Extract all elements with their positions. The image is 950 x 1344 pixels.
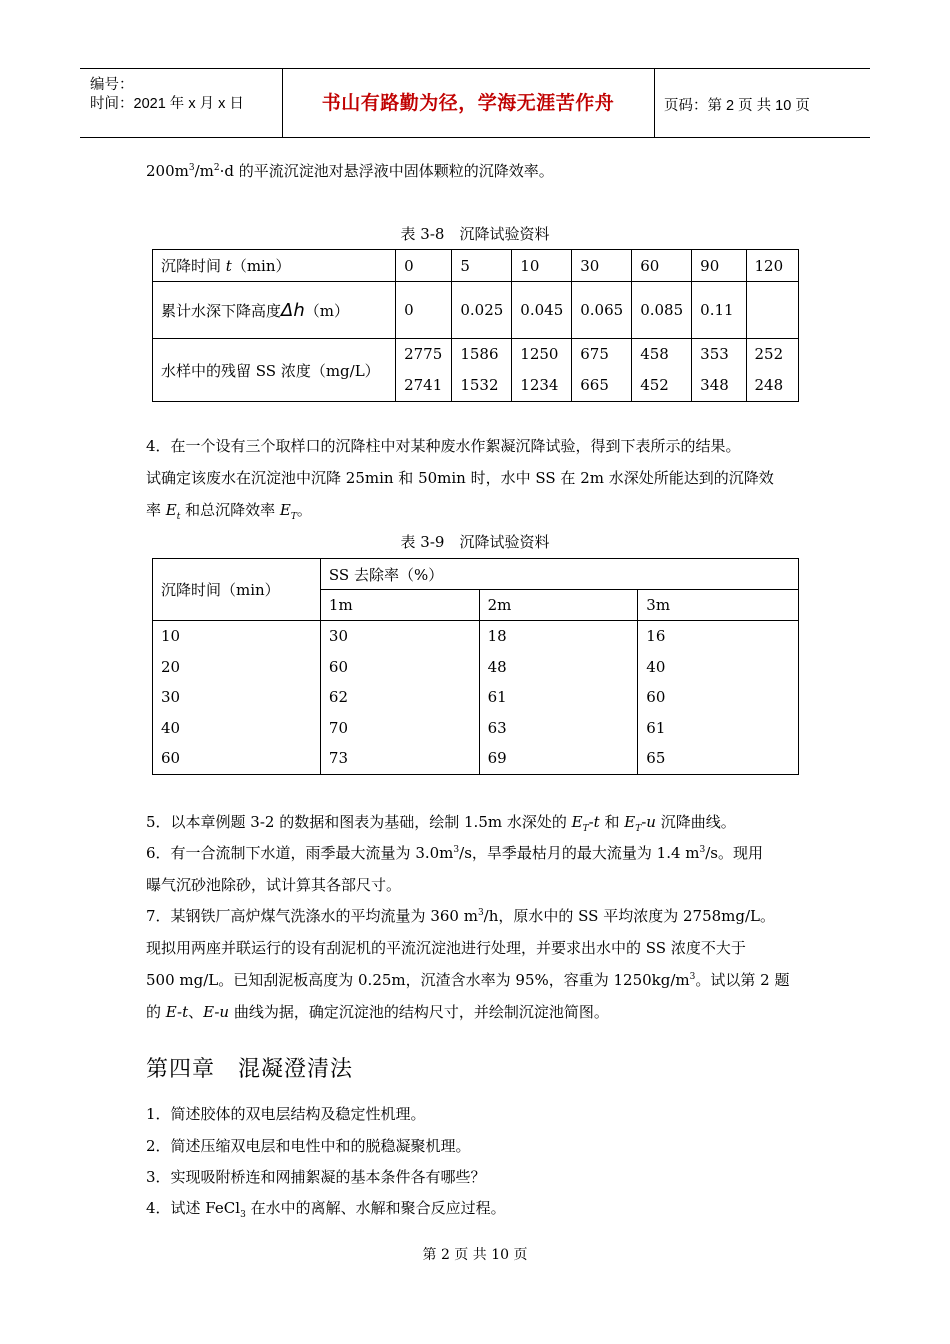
cell <box>572 339 632 402</box>
ss-value: 248 <box>754 376 784 394</box>
q7-text: 曲线为据，确定沉淀池的结构尺寸，并绘制沉淀池简图。 <box>229 1003 609 1021</box>
q5-line <box>146 811 736 834</box>
cell: 0 <box>396 282 452 339</box>
cell: 120 <box>746 250 798 282</box>
q5-text: - <box>641 813 647 831</box>
cell: 0.11 <box>692 282 746 339</box>
cell: 18 <box>487 627 507 645</box>
cell: 10 <box>161 627 181 645</box>
label-text: （min） <box>231 257 291 275</box>
ss-value: 1250 <box>520 345 559 363</box>
table-3-9 <box>152 558 799 775</box>
q6-line2: 曝气沉砂池除砂，试计算其各部尺寸。 <box>146 876 402 894</box>
cell: 30 <box>161 688 181 707</box>
intro-text: ·d 的平流沉淀池对悬浮液中固体颗粒的沉降效率。 <box>219 162 554 180</box>
ss-value: 348 <box>700 376 729 394</box>
cell: 61 <box>487 688 507 707</box>
table-row <box>153 621 799 775</box>
cell <box>452 339 512 402</box>
q5-text: E <box>571 813 583 831</box>
header-motto-cell <box>282 69 655 137</box>
q5-text: 和 <box>599 813 625 831</box>
label-text: 累计水深下降高度 <box>161 301 282 320</box>
cell <box>512 339 572 402</box>
ss-value: 2741 <box>404 376 443 394</box>
q7-line3 <box>146 969 789 990</box>
sup: 3 <box>188 163 195 173</box>
motto: 书山有路勤为径，学海无涯苦作舟 <box>321 92 615 114</box>
sup: 3 <box>699 845 706 855</box>
row-label <box>153 282 396 339</box>
table-3-8 <box>152 249 799 402</box>
cell: 0.025 <box>452 282 512 339</box>
label-text: （m） <box>304 301 349 320</box>
q6-text: /s，旱季最枯月的最大流量为 1.4 m <box>459 844 700 862</box>
page-label: 页码：第 2 页 共 10 页 <box>664 98 810 114</box>
cell: 30 <box>572 250 632 282</box>
cell: 10 <box>512 250 572 282</box>
cell: 62 <box>328 688 348 707</box>
q4-text: E <box>165 501 177 519</box>
q4-line1: 4．在一个设有三个取样口的沉降柱中对某种废水作絮凝沉降试验，得到下表所示的结果。 <box>146 437 741 455</box>
col-2m <box>479 621 638 775</box>
row-label <box>153 250 396 282</box>
cell: 65 <box>646 749 666 768</box>
q5-text: E <box>624 813 636 831</box>
q5-text: 沉降曲线。 <box>655 813 736 831</box>
ss-value: 2775 <box>404 345 443 363</box>
cell <box>746 282 798 339</box>
ss-value: 1586 <box>460 345 499 363</box>
q4-line3 <box>146 499 312 522</box>
cell: 69 <box>487 749 507 768</box>
label-text: t <box>225 257 232 275</box>
sup: 2 <box>213 163 220 173</box>
ch4-text: 4．试述 FeCl <box>146 1199 241 1217</box>
q5-text: 5．以本章例题 3-2 的数据和图表为基础，绘制 1.5m 水深处的 <box>146 813 572 831</box>
depth-header: 3m <box>638 590 799 621</box>
ch4-question <box>146 1197 506 1220</box>
cell: 63 <box>487 718 507 737</box>
cell: 60 <box>161 749 181 768</box>
ss-value: 252 <box>754 345 784 363</box>
cell: 60 <box>632 250 692 282</box>
cell: 20 <box>161 657 181 676</box>
page-footer: 第 2 页 共 10 页 <box>422 1247 528 1263</box>
ss-value: 1234 <box>520 376 559 394</box>
cell: 61 <box>646 718 666 737</box>
ss-value: 452 <box>640 376 669 394</box>
header-meta <box>80 69 283 137</box>
cell: 16 <box>646 627 666 645</box>
q7-text: E-t <box>165 1003 189 1021</box>
col-1m <box>320 621 479 775</box>
q7-text: /h，原水中的 SS 平均浓度为 2758mg/L。 <box>483 907 775 925</box>
cell: 40 <box>161 718 181 737</box>
q6-text: 6．有一合流制下水道，雨季最大流量为 3.0m <box>146 844 454 862</box>
sub: T <box>635 824 642 834</box>
q7-line1 <box>146 905 775 926</box>
q4-text: 和总沉降效率 <box>180 501 280 519</box>
q6-line1 <box>146 842 763 863</box>
time-label: 时间：2021 年 x 月 x 日 <box>90 96 244 112</box>
cell: 0.065 <box>572 282 632 339</box>
q5-text: t <box>593 813 600 831</box>
sub: T <box>290 512 297 522</box>
ch4-question: 2．简述压缩双电层和电性中和的脱稳凝聚机理。 <box>146 1137 471 1155</box>
q7-text: E-u <box>203 1003 230 1021</box>
q7-text: 、 <box>188 1003 204 1021</box>
label-text: 沉降时间 <box>161 257 226 275</box>
q4-text: 。 <box>296 501 312 519</box>
cell: 5 <box>452 250 512 282</box>
q7-text: 7．某钢铁厂高炉煤气洗涤水的平均流量为 360 m <box>146 907 478 925</box>
label-text: Δh <box>281 299 305 321</box>
cell: 70 <box>328 718 348 737</box>
q4-text: E <box>279 501 291 519</box>
ch4-question: 3．实现吸附桥连和网捕絮凝的基本条件各有哪些？ <box>146 1168 486 1186</box>
table39-caption: 表 3-9 沉降试验资料 <box>400 533 550 551</box>
cell: 73 <box>328 749 348 768</box>
cell: 60 <box>646 688 666 707</box>
sub: t <box>176 512 181 522</box>
cell <box>632 339 692 402</box>
sup: 3 <box>689 972 696 982</box>
cell: 0.085 <box>632 282 692 339</box>
cell: 0.045 <box>512 282 572 339</box>
q7-text: 500 mg/L。已知刮泥板高度为 0.25m，沉渣含水率为 95%，容重为 1250kg/m <box>146 971 690 989</box>
q7-text: 。试以第 2 题 <box>695 971 790 989</box>
table38-caption: 表 3-8 沉降试验资料 <box>400 225 550 243</box>
q5-text: - <box>588 813 594 831</box>
time-header: 沉降时间（min） <box>153 559 321 621</box>
ch4-question: 1．简述胶体的双电层结构及稳定性机理。 <box>146 1105 426 1123</box>
ch4-text: 在水中的离解、水解和聚合反应过程。 <box>245 1199 506 1217</box>
col-3m <box>638 621 799 775</box>
cell: 90 <box>692 250 746 282</box>
cell <box>396 339 452 402</box>
q6-text: /s。现用 <box>705 844 764 862</box>
q4-line2: 试确定该废水在沉淀池中沉降 25min 和 50min 时，水中 SS 在 2m 水深处所能达到的沉降效 <box>146 469 774 487</box>
table-row <box>153 282 799 339</box>
id-label: 编号： <box>90 77 134 93</box>
ss-value: 353 <box>700 345 729 363</box>
ss-value: 675 <box>580 345 609 363</box>
sup: 3 <box>477 908 484 918</box>
ss-value: 1532 <box>460 376 499 394</box>
chapter-title: 第四章 混凝澄清法 <box>146 1057 354 1082</box>
table-row <box>153 559 799 590</box>
table-row <box>153 339 799 402</box>
ss-header: SS 去除率（%） <box>320 559 798 590</box>
q7-line2: 现拟用两座并联运行的设有刮泥机的平流沉淀池进行处理，并要求出水中的 SS 浓度不大于 <box>146 939 746 957</box>
sub: T <box>582 824 589 834</box>
depth-header: 1m <box>320 590 479 621</box>
table-row <box>153 250 799 282</box>
q7-text: 的 <box>146 1003 166 1021</box>
q7-line4 <box>146 1001 609 1022</box>
header-page-cell <box>654 69 870 137</box>
cell: 0 <box>396 250 452 282</box>
sub: 3 <box>240 1210 246 1220</box>
intro-text: 200m <box>146 162 189 180</box>
q5-text: u <box>646 813 656 831</box>
ss-value: 458 <box>640 345 669 363</box>
ss-value: 665 <box>580 376 609 394</box>
depth-header: 2m <box>479 590 638 621</box>
cell <box>692 339 746 402</box>
q4-text: 率 <box>146 501 166 519</box>
sup: 3 <box>453 845 460 855</box>
cell <box>746 339 798 402</box>
row-label: 水样中的残留 SS 浓度（mg/L） <box>153 339 396 402</box>
intro-line <box>146 160 554 181</box>
page-header <box>80 68 870 138</box>
time-column <box>153 621 321 775</box>
cell: 60 <box>328 657 348 676</box>
cell: 30 <box>328 627 348 645</box>
cell: 48 <box>487 657 507 676</box>
intro-text: /m <box>194 162 214 180</box>
cell: 40 <box>646 657 666 676</box>
